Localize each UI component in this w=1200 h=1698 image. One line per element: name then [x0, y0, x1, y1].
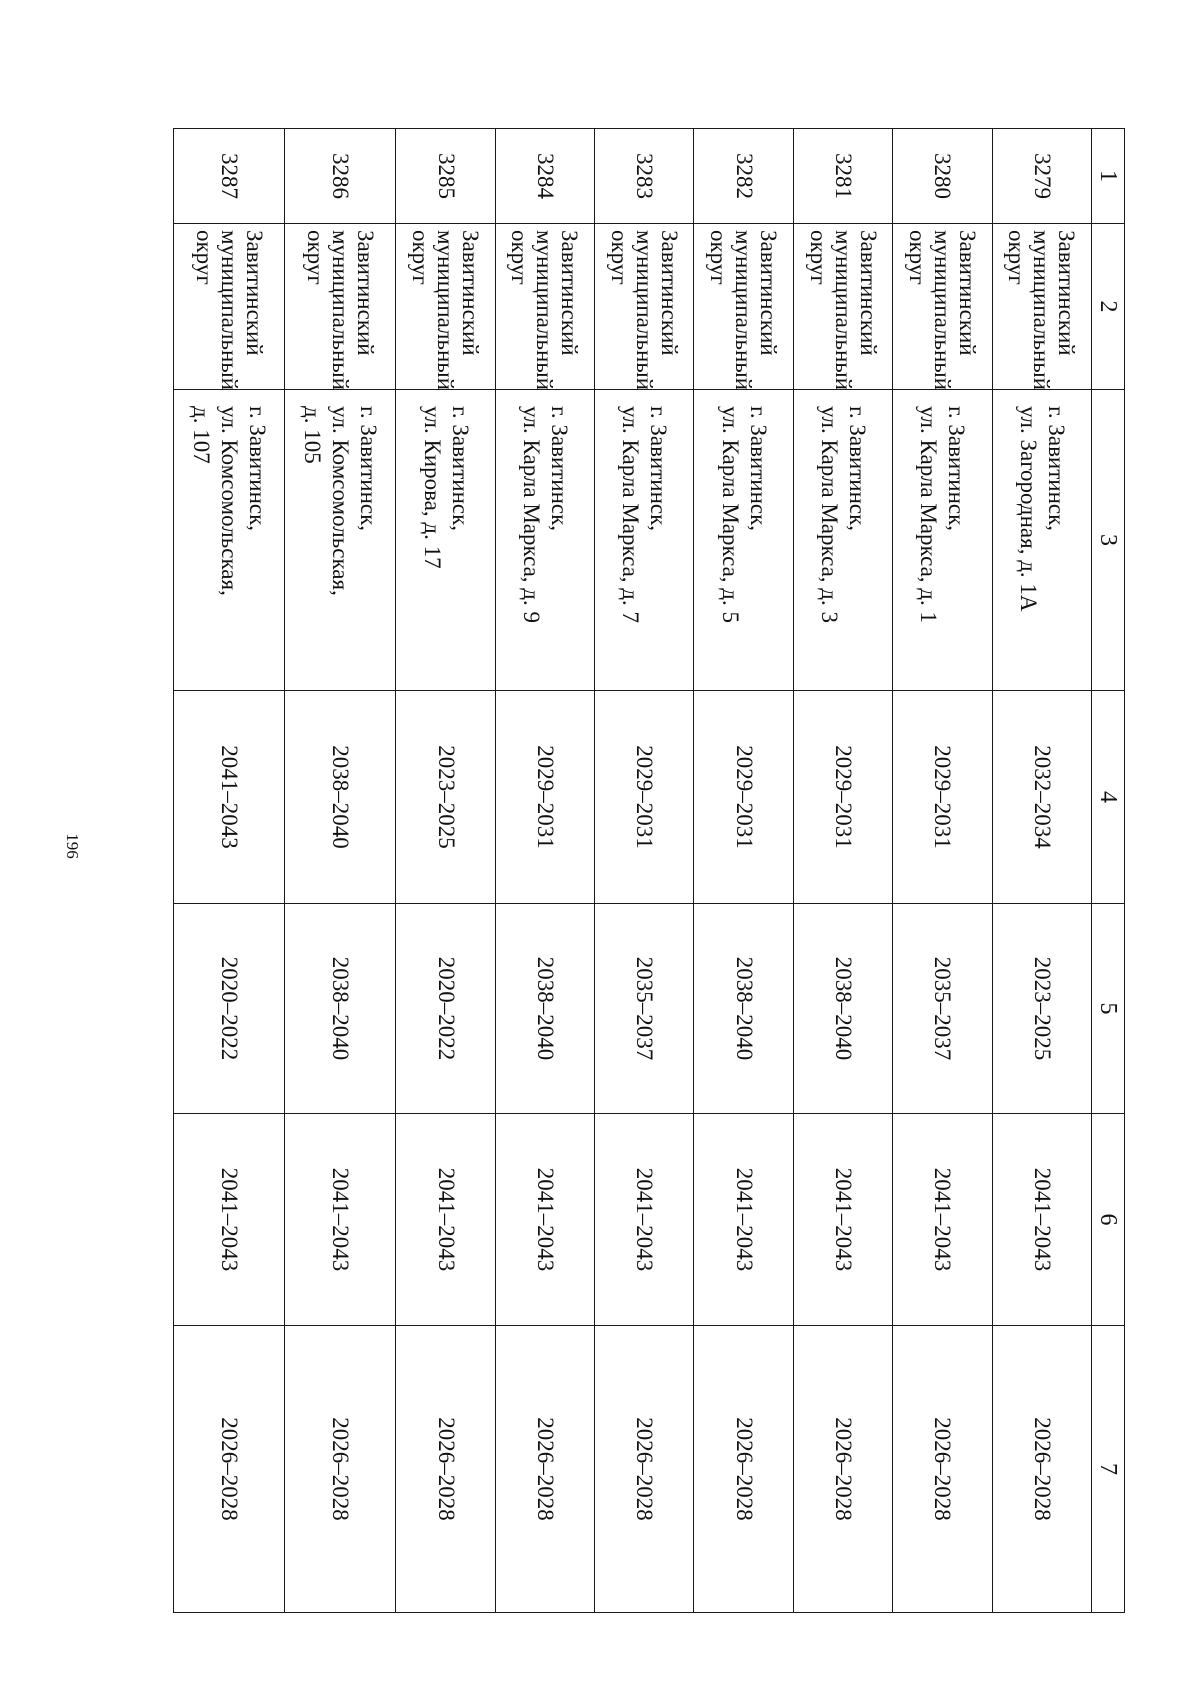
period-cell: 2026–2028	[495, 1326, 594, 1613]
municipality-line: муниципальный	[731, 230, 757, 391]
row-number-cell: 3281	[793, 129, 892, 224]
municipality-line: муниципальный	[327, 230, 353, 391]
municipality-line: Завитинский	[458, 230, 484, 356]
period-cell: 2023–2025	[992, 904, 1091, 1114]
address-line: г. Завитинск,	[1043, 406, 1069, 532]
municipality-line: Завитинский	[656, 230, 682, 356]
period-cell: 2020–2022	[174, 904, 285, 1114]
municipality-cell	[893, 224, 992, 390]
period-cell: 2029–2031	[595, 691, 694, 904]
address-cell	[495, 390, 594, 691]
period-cell: 2026–2028	[992, 1326, 1091, 1613]
row-number-cell: 3285	[396, 129, 495, 224]
address-line: г. Завитинск,	[745, 406, 771, 532]
header-row	[1092, 129, 1125, 1613]
period-cell: 2032–2034	[992, 691, 1091, 904]
period-cell: 2041–2043	[285, 1114, 396, 1326]
period-cell: 2026–2028	[396, 1326, 495, 1613]
period-cell: 2026–2028	[793, 1326, 892, 1613]
header-cell: 5	[1092, 904, 1125, 1114]
period-cell: 2041–2043	[893, 1114, 992, 1326]
municipality-line: округ	[805, 230, 831, 285]
header-cell: 3	[1092, 390, 1125, 691]
period-cell: 2038–2040	[793, 904, 892, 1114]
row-number-cell: 3283	[595, 129, 694, 224]
period-cell: 2041–2043	[495, 1114, 594, 1326]
table-row	[396, 129, 495, 1613]
page-number: 196	[63, 833, 82, 859]
municipality-line: округ	[706, 230, 732, 285]
municipality-line: округ	[1004, 230, 1030, 285]
row-number-cell: 3286	[285, 129, 396, 224]
period-cell: 2026–2028	[893, 1326, 992, 1613]
municipality-line: округ	[408, 230, 434, 285]
address-line: ул. Кирова, д. 17	[419, 406, 445, 569]
period-cell: 2041–2043	[793, 1114, 892, 1326]
municipality-cell	[992, 224, 1091, 390]
address-line: ул. Карла Маркса, д. 1	[916, 406, 942, 624]
address-line: д. 105	[300, 406, 326, 464]
address-cell	[694, 390, 793, 691]
period-cell: 2029–2031	[694, 691, 793, 904]
municipality-line: округ	[191, 230, 217, 285]
period-cell: 2041–2043	[174, 1114, 285, 1326]
period-cell: 2038–2040	[285, 904, 396, 1114]
municipality-cell	[285, 224, 396, 390]
table-row	[893, 129, 992, 1613]
period-cell: 2026–2028	[285, 1326, 396, 1613]
address-line: ул. Карла Маркса, д. 5	[717, 406, 743, 624]
table-row	[595, 129, 694, 1613]
table-row	[694, 129, 793, 1613]
period-cell: 2020–2022	[396, 904, 495, 1114]
address-cell	[793, 390, 892, 691]
municipality-line: муниципальный	[216, 230, 242, 391]
municipality-cell	[396, 224, 495, 390]
address-line: д. 107	[189, 406, 215, 464]
address-line: ул. Карла Маркса, д. 9	[518, 406, 544, 624]
header-cell: 4	[1092, 691, 1125, 904]
address-cell	[893, 390, 992, 691]
address-line: ул. Комсомольская,	[217, 406, 243, 596]
address-cell	[174, 390, 285, 691]
period-cell: 2023–2025	[396, 691, 495, 904]
period-cell: 2035–2037	[893, 904, 992, 1114]
municipality-line: Завитинский	[1054, 230, 1080, 356]
table-container	[173, 128, 1125, 1612]
municipality-line: муниципальный	[631, 230, 657, 391]
header-cell: 1	[1092, 129, 1125, 224]
municipality-line: Завитинский	[855, 230, 881, 356]
municipality-line: Завитинский	[954, 230, 980, 356]
municipality-cell	[595, 224, 694, 390]
address-line: ул. Карла Маркса, д. 7	[618, 406, 644, 624]
address-line: г. Завитинск,	[245, 406, 271, 532]
municipality-line: округ	[904, 230, 930, 285]
period-cell: 2029–2031	[495, 691, 594, 904]
table-row	[285, 129, 396, 1613]
municipality-line: Завитинский	[557, 230, 583, 356]
municipality-cell	[694, 224, 793, 390]
period-cell: 2041–2043	[174, 691, 285, 904]
period-cell: 2035–2037	[595, 904, 694, 1114]
municipality-cell	[495, 224, 594, 390]
table-row	[793, 129, 892, 1613]
address-line: г. Завитинск,	[845, 406, 871, 532]
municipality-line: округ	[507, 230, 533, 285]
period-cell: 2038–2040	[285, 691, 396, 904]
period-cell: 2041–2043	[992, 1114, 1091, 1326]
municipality-line: муниципальный	[433, 230, 459, 391]
address-cell	[396, 390, 495, 691]
municipality-line: округ	[302, 230, 328, 285]
period-cell: 2038–2040	[495, 904, 594, 1114]
municipality-cell	[174, 224, 285, 390]
period-cell: 2026–2028	[694, 1326, 793, 1613]
municipality-line: муниципальный	[929, 230, 955, 391]
address-cell	[595, 390, 694, 691]
municipality-line: Завитинский	[241, 230, 267, 356]
municipality-line: Завитинский	[756, 230, 782, 356]
header-cell: 6	[1092, 1114, 1125, 1326]
period-cell: 2041–2043	[595, 1114, 694, 1326]
row-number-cell: 3287	[174, 129, 285, 224]
municipality-line: муниципальный	[830, 230, 856, 391]
period-cell: 2026–2028	[174, 1326, 285, 1613]
table-row	[174, 129, 285, 1613]
period-cell: 2041–2043	[694, 1114, 793, 1326]
period-cell: 2038–2040	[694, 904, 793, 1114]
header-cell: 2	[1092, 224, 1125, 390]
table-body	[174, 129, 1092, 1613]
data-table	[173, 128, 1125, 1613]
period-cell: 2029–2031	[793, 691, 892, 904]
address-line: г. Завитинск,	[356, 406, 382, 532]
row-number-cell: 3279	[992, 129, 1091, 224]
municipality-cell	[793, 224, 892, 390]
address-line: г. Завитинск,	[646, 406, 672, 532]
period-cell: 2029–2031	[893, 691, 992, 904]
address-cell	[285, 390, 396, 691]
address-cell	[992, 390, 1091, 691]
municipality-line: муниципальный	[1029, 230, 1055, 391]
address-line: ул. Загородная, д. 1А	[1015, 406, 1041, 612]
row-number-cell: 3284	[495, 129, 594, 224]
header-cell: 7	[1092, 1326, 1125, 1613]
address-line: г. Завитинск,	[447, 406, 473, 532]
table-row	[992, 129, 1091, 1613]
address-line: г. Завитинск,	[944, 406, 970, 532]
address-line: ул. Карла Маркса, д. 3	[817, 406, 843, 624]
municipality-line: муниципальный	[532, 230, 558, 391]
municipality-line: Завитинский	[352, 230, 378, 356]
row-number-cell: 3280	[893, 129, 992, 224]
period-cell: 2026–2028	[595, 1326, 694, 1613]
municipality-line: округ	[606, 230, 632, 285]
address-line: г. Завитинск,	[546, 406, 572, 532]
period-cell: 2041–2043	[396, 1114, 495, 1326]
table-row	[495, 129, 594, 1613]
row-number-cell: 3282	[694, 129, 793, 224]
address-line: ул. Комсомольская,	[328, 406, 354, 596]
